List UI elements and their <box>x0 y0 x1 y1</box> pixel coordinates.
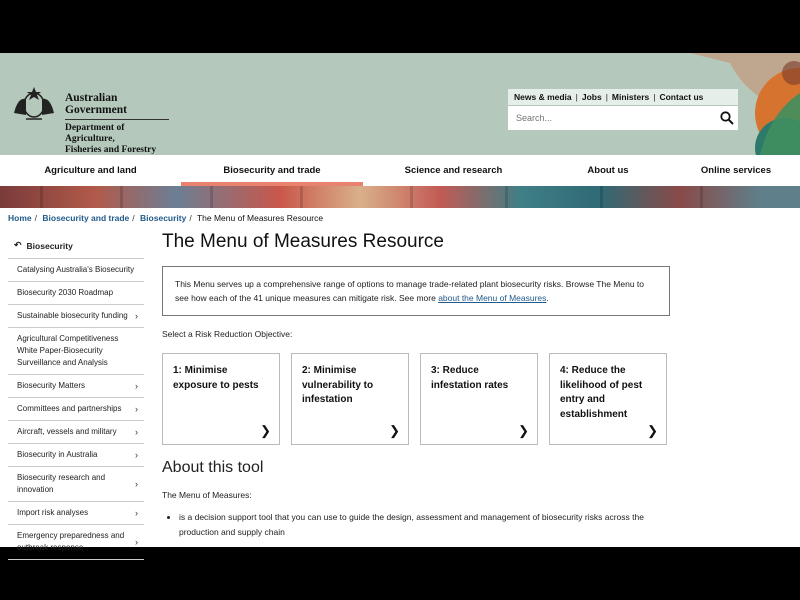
sidebar-item-matters[interactable] <box>8 375 144 398</box>
page-title: The Menu of Measures Resource <box>162 231 444 252</box>
breadcrumb-separator: / <box>132 213 135 223</box>
sidebar-item-roadmap[interactable] <box>8 282 144 305</box>
government-branding <box>65 92 175 156</box>
util-separator: | <box>605 92 608 102</box>
chevron-right-icon: ❯ <box>647 422 658 438</box>
card-label: 1: Minimise exposure to pests <box>173 365 259 391</box>
sidebar-item-emergency[interactable] <box>8 525 144 560</box>
chevron-right-icon: ❯ <box>260 422 271 438</box>
dept-line-1: Department of Agriculture, <box>65 123 125 144</box>
sidebar-item-label: Biosecurity research and innovation <box>17 473 106 494</box>
chevron-right-icon[interactable]: › <box>135 427 138 437</box>
search-icon[interactable] <box>716 107 738 129</box>
sidebar-back-link[interactable] <box>8 233 144 259</box>
ministers-link[interactable]: Ministers <box>611 92 650 102</box>
breadcrumb-biosecurity-trade[interactable]: Biosecurity and trade <box>42 213 130 223</box>
sidebar-item-label: Import risk analyses <box>17 508 89 517</box>
intro-end: . <box>546 293 549 303</box>
sidebar-item-label: Aircraft, vessels and military <box>17 427 117 436</box>
coat-of-arms-logo[interactable] <box>8 83 60 125</box>
sidebar-item-label: Biosecurity in Australia <box>17 450 98 459</box>
main-content <box>162 231 670 540</box>
sidebar-item-funding[interactable] <box>8 305 144 328</box>
back-arrow-icon: ↶ <box>14 240 22 250</box>
sidebar-item-label: Agricultural Competitiveness White Paper-Biosecurity Surveillance and Analysis <box>17 334 119 367</box>
hero-banner-image <box>0 186 800 208</box>
nav-about-us[interactable]: About us <box>587 165 629 176</box>
util-separator: | <box>575 92 578 102</box>
contact-us-link[interactable]: Contact us <box>659 92 704 102</box>
chevron-right-icon[interactable]: › <box>135 381 138 391</box>
chevron-right-icon[interactable]: › <box>135 404 138 414</box>
sidebar-item-catalysing[interactable] <box>8 259 144 282</box>
sidebar-item-white-paper[interactable] <box>8 328 144 375</box>
breadcrumb-biosecurity[interactable]: Biosecurity <box>140 213 187 223</box>
card-label: 2: Minimise vulnerability to infestation <box>302 365 374 405</box>
breadcrumb-home[interactable]: Home <box>8 213 32 223</box>
jobs-link[interactable]: Jobs <box>581 92 602 102</box>
card-label: 3: Reduce infestation rates <box>431 365 509 391</box>
chevron-right-icon[interactable]: › <box>135 537 138 547</box>
browser-viewport <box>0 53 800 552</box>
breadcrumb-separator: / <box>34 213 37 223</box>
nav-science-research[interactable]: Science and research <box>404 165 503 176</box>
sidebar-item-label: Catalysing Australia's Biosecurity <box>17 265 135 274</box>
sidebar-item-label: Sustainable biosecurity funding <box>17 311 128 320</box>
card-label: 4: Reduce the likelihood of pest entry and establishment <box>560 365 643 420</box>
intro-text: This Menu serves up a comprehensive range of options to manage trade-related plant biosecurity risks. Browse The Menu to see how each of the 41 unique measures can mitigate risk. See more <box>175 279 645 303</box>
sidebar-nav <box>8 233 144 560</box>
util-separator: | <box>653 92 656 102</box>
dept-name <box>65 123 175 156</box>
search-box <box>508 106 738 130</box>
sidebar-item-committees[interactable] <box>8 398 144 421</box>
objective-card-1[interactable] <box>162 353 280 445</box>
main-nav <box>0 155 800 186</box>
chevron-right-icon: ❯ <box>389 422 400 438</box>
about-menu-link[interactable]: about the Menu of Measures <box>438 293 547 303</box>
chevron-right-icon[interactable]: › <box>135 450 138 460</box>
about-list <box>162 510 670 540</box>
objective-card-2[interactable] <box>291 353 409 445</box>
nav-agriculture[interactable]: Agriculture and land <box>44 165 137 176</box>
list-item: • is a decision support tool that you can use to guide the design, assessment and management of biosecurity risks across the production and supply chain <box>179 510 670 540</box>
sidebar-item-label: Emergency preparedness and outbreak response <box>17 531 125 552</box>
objective-label: Select a Risk Reduction Objective: <box>162 329 293 339</box>
about-intro: The Menu of Measures: <box>162 490 252 501</box>
chevron-right-icon[interactable]: › <box>135 479 138 489</box>
site-header <box>0 53 800 155</box>
sidebar-item-label: Biosecurity Matters <box>17 381 86 390</box>
breadcrumb-separator: / <box>189 213 192 223</box>
sidebar-item-label: Biosecurity 2030 Roadmap <box>17 288 114 297</box>
sidebar-item-import-risk[interactable] <box>8 502 144 525</box>
news-media-link[interactable]: News & media <box>514 92 572 102</box>
objective-card-3[interactable] <box>420 353 538 445</box>
search-input[interactable] <box>514 112 716 124</box>
intro-box <box>162 266 670 316</box>
dept-line-2: Fisheries and Forestry <box>65 145 157 155</box>
nav-online-services[interactable]: Online services <box>700 165 772 176</box>
nav-biosecurity-trade[interactable]: Biosecurity and trade <box>181 155 363 186</box>
sidebar-item-research[interactable] <box>8 467 144 502</box>
objective-card-4[interactable] <box>549 353 667 445</box>
chevron-right-icon[interactable]: › <box>135 311 138 321</box>
sidebar-item-in-australia[interactable] <box>8 444 144 467</box>
utility-links <box>508 89 738 105</box>
objective-cards <box>162 353 670 445</box>
chevron-right-icon[interactable]: › <box>135 508 138 518</box>
chevron-right-icon: ❯ <box>518 422 529 438</box>
gov-title: Australian Government <box>65 92 169 120</box>
sidebar-item-aircraft[interactable] <box>8 421 144 444</box>
sidebar-heading: Biosecurity <box>26 240 73 251</box>
breadcrumb-current: The Menu of Measures Resource <box>196 213 324 223</box>
sidebar-item-label: Committees and partnerships <box>17 404 122 413</box>
about-heading: About this tool <box>162 459 264 476</box>
breadcrumb <box>8 213 323 223</box>
